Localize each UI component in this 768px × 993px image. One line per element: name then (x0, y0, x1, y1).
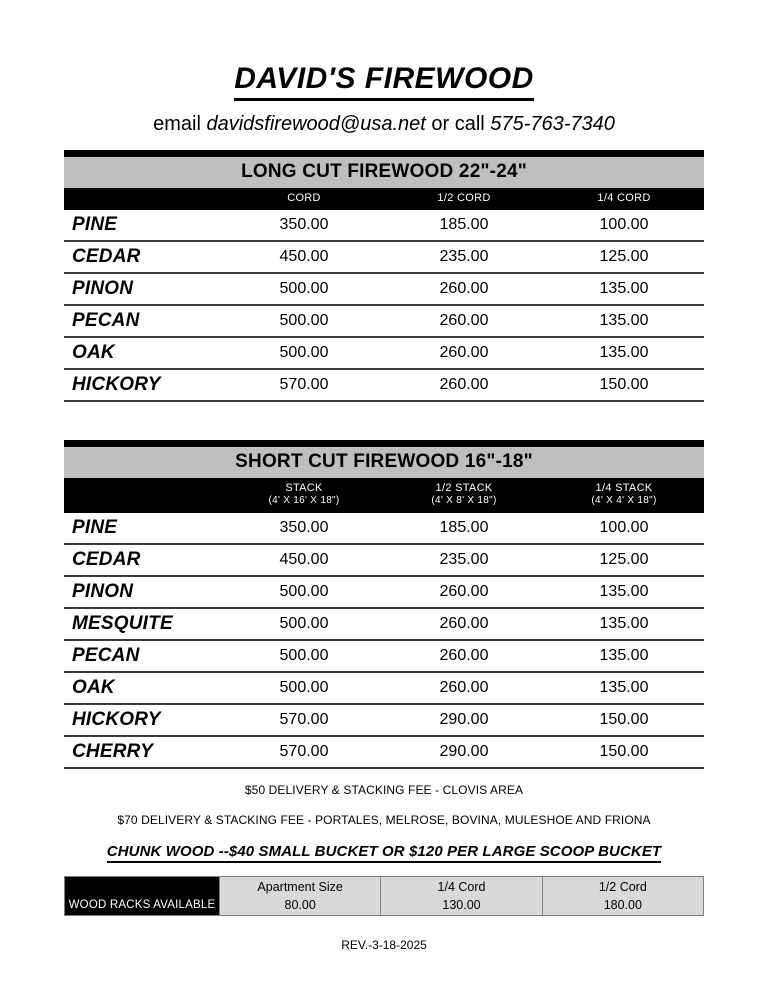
long-cut-column-header (64, 188, 704, 210)
price-half-stack: 290.00 (439, 742, 489, 760)
price-quarter-cord: 125.00 (599, 247, 649, 265)
notes-section (64, 783, 704, 860)
short-cut-col-1-label: 1/2 STACK (435, 481, 493, 494)
short-cut-col-1-sub: (4' X 8' X 18") (431, 495, 497, 507)
contact-line (64, 113, 704, 136)
price-quarter-stack: 150.00 (599, 710, 649, 728)
short-cut-col-2 (544, 482, 704, 508)
short-cut-table (64, 440, 704, 769)
price-quarter-cord: 100.00 (599, 215, 649, 233)
price-half-cord: 260.00 (439, 343, 489, 361)
table-row (64, 513, 704, 545)
wood-type: HICKORY (72, 708, 161, 730)
price-stack: 350.00 (279, 518, 329, 536)
price-half-cord: 260.00 (439, 311, 489, 329)
rack-label: 1/4 Cord (437, 879, 486, 894)
price-half-stack: 260.00 (439, 582, 489, 600)
price-stack: 500.00 (279, 646, 329, 664)
price-cord: 500.00 (279, 343, 329, 361)
or-call-label: or call (431, 113, 485, 135)
wood-type: PINE (72, 516, 118, 538)
phone-number[interactable]: 575-763-7340 (490, 113, 615, 135)
table-row (64, 338, 704, 370)
email-address[interactable]: davidsfirewood@usa.net (206, 113, 426, 135)
long-cut-title: LONG CUT FIREWOOD 22"-24" (64, 157, 704, 188)
short-cut-column-header (64, 478, 704, 513)
table-row (64, 306, 704, 338)
price-half-cord: 235.00 (439, 247, 489, 265)
short-cut-col-0 (224, 482, 384, 508)
price-half-stack: 260.00 (439, 646, 489, 664)
short-cut-col-0-sub: (4' X 16' X 18") (268, 495, 340, 507)
table-row (64, 577, 704, 609)
price-quarter-cord: 135.00 (599, 343, 649, 361)
price-half-stack: 185.00 (439, 518, 489, 536)
price-cord: 450.00 (279, 247, 329, 265)
price-quarter-cord: 150.00 (599, 375, 649, 393)
rack-label: Apartment Size (257, 879, 343, 894)
price-stack: 450.00 (279, 550, 329, 568)
price-half-cord: 260.00 (439, 375, 489, 393)
wood-type: OAK (72, 676, 115, 698)
table-row (64, 242, 704, 274)
chunk-wood-text: CHUNK WOOD --$40 SMALL BUCKET OR $120 PER LARGE SCOOP BUCKET (107, 843, 661, 863)
short-cut-title: SHORT CUT FIREWOOD 16"-18" (64, 447, 704, 478)
table-row (64, 370, 704, 402)
email-label: email (153, 113, 201, 135)
wood-type: PINON (72, 580, 134, 602)
wood-racks-table (64, 876, 704, 916)
rack-price: 180.00 (603, 897, 642, 912)
revision-date: REV.-3-18-2025 (341, 937, 427, 952)
wood-type: PECAN (72, 644, 140, 666)
wood-type: PINON (72, 277, 134, 299)
price-stack: 500.00 (279, 678, 329, 696)
table-row (64, 274, 704, 306)
short-cut-col-2-sub: (4' X 4' X 18") (591, 495, 657, 507)
table-row (64, 705, 704, 737)
table-row (64, 737, 704, 769)
price-quarter-stack: 100.00 (599, 518, 649, 536)
price-cord: 350.00 (279, 215, 329, 233)
price-half-stack: 260.00 (439, 614, 489, 632)
delivery-fee-extended: $70 DELIVERY & STACKING FEE - PORTALES, MELROSE, BOVINA, MULESHOE AND FRIONA (117, 812, 651, 827)
title-underline (234, 98, 534, 101)
price-half-stack: 235.00 (439, 550, 489, 568)
price-cord: 570.00 (279, 375, 329, 393)
long-cut-col-0: CORD (287, 191, 321, 204)
rack-option (219, 877, 380, 915)
long-cut-table (64, 150, 704, 402)
price-cord: 500.00 (279, 311, 329, 329)
short-cut-col-1 (384, 482, 544, 508)
price-quarter-stack: 135.00 (599, 646, 649, 664)
rack-price: 130.00 (442, 897, 481, 912)
rack-price: 80.00 (284, 897, 316, 912)
price-half-cord: 260.00 (439, 279, 489, 297)
business-name: DAVID'S FIREWOOD (234, 62, 534, 95)
price-cord: 500.00 (279, 279, 329, 297)
short-cut-top-bar (64, 440, 704, 447)
table-row (64, 545, 704, 577)
price-quarter-stack: 150.00 (599, 742, 649, 760)
wood-racks-label: WOOD RACKS AVAILABLE (65, 877, 219, 915)
wood-type: MESQUITE (72, 612, 173, 634)
long-cut-col-2: 1/4 CORD (597, 191, 651, 204)
wood-type: CEDAR (72, 548, 141, 570)
price-quarter-stack: 135.00 (599, 582, 649, 600)
wood-type: PINE (72, 213, 118, 235)
price-stack: 570.00 (279, 710, 329, 728)
price-stack: 570.00 (279, 742, 329, 760)
wood-type: OAK (72, 341, 115, 363)
wood-type: CEDAR (72, 245, 141, 267)
rack-label: 1/2 Cord (598, 879, 647, 894)
price-quarter-cord: 135.00 (599, 279, 649, 297)
table-row (64, 609, 704, 641)
price-quarter-stack: 135.00 (599, 678, 649, 696)
short-cut-col-2-label: 1/4 STACK (595, 481, 653, 494)
table-spacer (64, 402, 704, 426)
price-quarter-stack: 125.00 (599, 550, 649, 568)
table-row (64, 673, 704, 705)
table-row (64, 641, 704, 673)
price-half-cord: 185.00 (439, 215, 489, 233)
price-quarter-cord: 135.00 (599, 311, 649, 329)
chunk-wood-note (64, 843, 704, 860)
price-quarter-stack: 135.00 (599, 614, 649, 632)
price-stack: 500.00 (279, 582, 329, 600)
wood-type: HICKORY (72, 373, 161, 395)
price-half-stack: 260.00 (439, 678, 489, 696)
long-cut-top-bar (64, 150, 704, 157)
table-row (64, 210, 704, 242)
document-header (64, 0, 704, 136)
long-cut-col-1: 1/2 CORD (437, 191, 491, 204)
rack-option (542, 877, 703, 915)
price-stack: 500.00 (279, 614, 329, 632)
wood-type: PECAN (72, 309, 140, 331)
rack-option (380, 877, 541, 915)
price-half-stack: 290.00 (439, 710, 489, 728)
wood-type: CHERRY (72, 740, 154, 762)
delivery-fee-local: $50 DELIVERY & STACKING FEE - CLOVIS AREA (244, 782, 524, 797)
short-cut-col-0-label: STACK (285, 481, 323, 494)
